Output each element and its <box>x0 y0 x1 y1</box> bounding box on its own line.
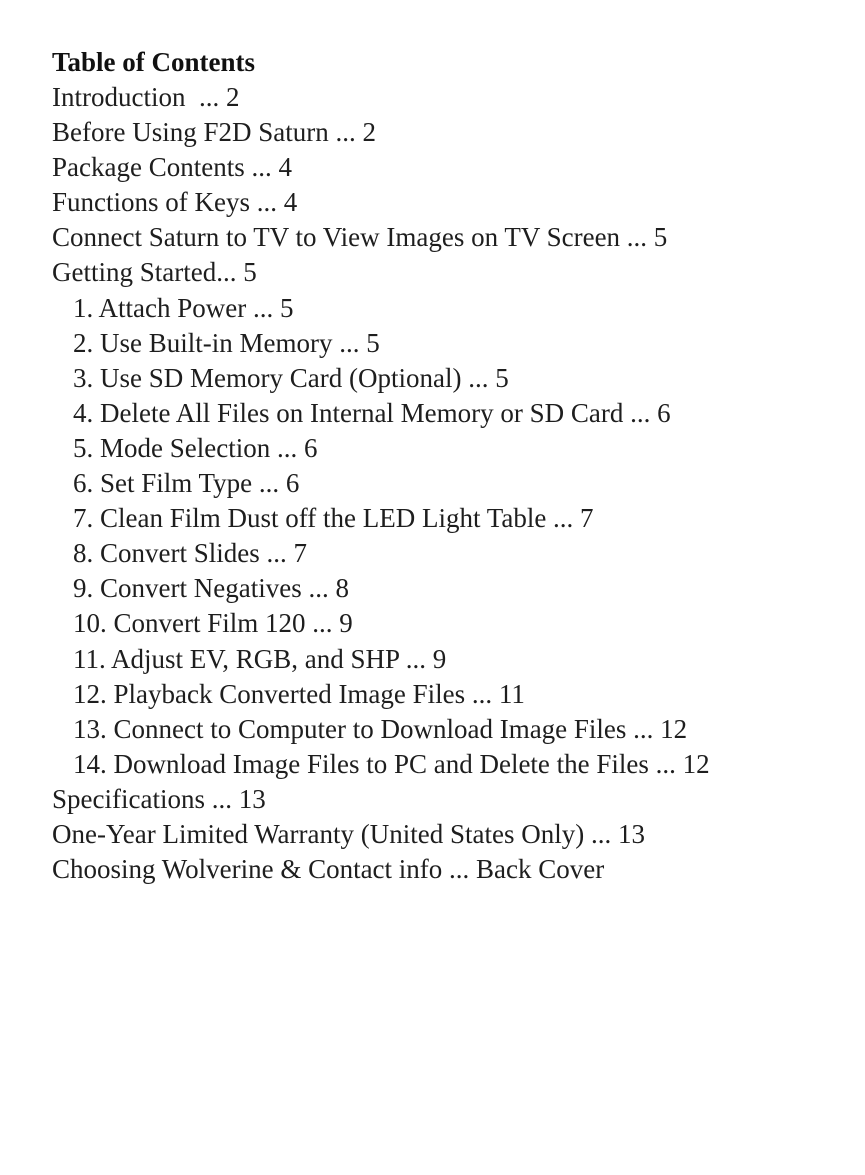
toc-subentry-convert-slides[interactable]: 8. Convert Slides ... 7 <box>73 538 307 569</box>
toc-subentry-set-film-type[interactable]: 6. Set Film Type ... 6 <box>73 468 300 499</box>
toc-title: Table of Contents <box>52 47 256 77</box>
toc-entry-getting-started[interactable]: Getting Started... 5 <box>52 257 257 288</box>
toc-subentry-built-in-memory[interactable]: 2. Use Built-in Memory ... 5 <box>73 327 380 358</box>
toc-subentry-delete-all-files[interactable]: 4. Delete All Files on Internal Memory or SD Card ... 6 <box>73 397 671 428</box>
toc-entry-before-using[interactable]: Before Using F2D Saturn ... 2 <box>52 117 376 148</box>
toc-subentry-convert-film-120[interactable]: 10. Convert Film 120 ... 9 <box>73 608 353 639</box>
toc-entry-connect-to-tv[interactable]: Connect Saturn to TV to View Images on TV Screen ... 5 <box>52 222 668 253</box>
toc-subentry-playback[interactable]: 12. Playback Converted Image Files ... 11 <box>73 678 525 709</box>
toc-entry-introduction[interactable]: Introduction ... 2 <box>52 82 240 112</box>
toc-subentry-sd-memory-card[interactable]: 3. Use SD Memory Card (Optional) ... 5 <box>73 362 509 393</box>
table-of-contents <box>52 45 852 887</box>
toc-entry-warranty[interactable]: One-Year Limited Warranty (United States Only) ... 13 <box>52 818 645 849</box>
toc-subentry-adjust-ev-rgb-shp[interactable]: 11. Adjust EV, RGB, and SHP ... 9 <box>73 643 447 674</box>
toc-subentry-clean-film-dust[interactable]: 7. Clean Film Dust off the LED Light Table ... 7 <box>73 503 594 534</box>
toc-subentry-attach-power[interactable]: 1. Attach Power ... 5 <box>73 292 294 323</box>
toc-entry-contact-info[interactable]: Choosing Wolverine & Contact info ... Back Cover <box>52 854 605 885</box>
toc-subentry-download-to-pc[interactable]: 14. Download Image Files to PC and Delete the Files ... 12 <box>73 748 710 779</box>
toc-subentry-convert-negatives[interactable]: 9. Convert Negatives ... 8 <box>73 573 349 604</box>
toc-entry-package-contents[interactable]: Package Contents ... 4 <box>52 152 292 183</box>
toc-subentry-connect-to-computer[interactable]: 13. Connect to Computer to Download Image Files ... 12 <box>73 713 688 744</box>
toc-entry-functions-of-keys[interactable]: Functions of Keys ... 4 <box>52 187 298 218</box>
toc-entry-specifications[interactable]: Specifications ... 13 <box>52 783 266 814</box>
toc-subentry-mode-selection[interactable]: 5. Mode Selection ... 6 <box>73 432 318 463</box>
